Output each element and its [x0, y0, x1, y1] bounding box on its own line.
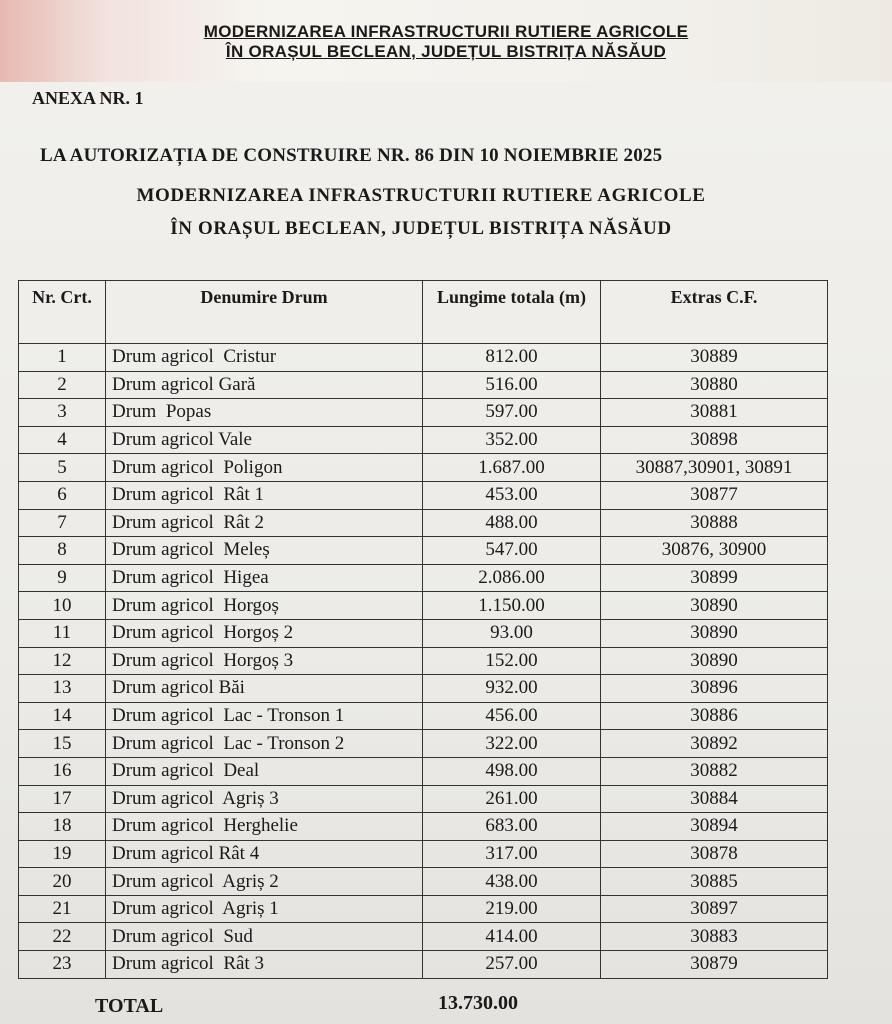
- banner-title-line2: ÎN ORAȘUL BECLEAN, JUDEȚUL BISTRIȚA NĂSĂUD: [225, 42, 667, 61]
- road-name: Drum agricol Rât 1: [106, 481, 423, 509]
- road-name: Drum agricol Horgoș 2: [106, 619, 423, 647]
- road-name: Drum agricol Meleș: [106, 537, 423, 565]
- road-length: 1.150.00: [423, 592, 601, 620]
- column-header-extras: Extras C.F.: [601, 281, 828, 344]
- cf-extract: 30882: [601, 757, 828, 785]
- road-length: 456.00: [423, 702, 601, 730]
- row-number: 8: [19, 537, 106, 565]
- row-number: 9: [19, 564, 106, 592]
- banner-title-line1: MODERNIZAREA INFRASTRUCTURII RUTIERE AGRICOLE: [203, 22, 689, 41]
- road-length: 453.00: [423, 481, 601, 509]
- authorization-heading: LA AUTORIZAȚIA DE CONSTRUIRE NR. 86 DIN 10 NOIEMBRIE 2025: [40, 145, 663, 166]
- row-number: 4: [19, 426, 106, 454]
- row-number: 16: [19, 757, 106, 785]
- road-name: Drum agricol Rât 2: [106, 509, 423, 537]
- table-row: [19, 564, 828, 592]
- cf-extract: 30883: [601, 923, 828, 951]
- cf-extract: 30878: [601, 840, 828, 868]
- road-name: Drum agricol Poligon: [106, 454, 423, 482]
- cf-extract: 30898: [601, 426, 828, 454]
- table-row: [19, 592, 828, 620]
- row-number: 15: [19, 730, 106, 758]
- road-length: 317.00: [423, 840, 601, 868]
- cf-extract: 30884: [601, 785, 828, 813]
- road-length: 257.00: [423, 951, 601, 979]
- cf-extract: 30888: [601, 509, 828, 537]
- column-header-lungime: Lungime totala (m): [423, 281, 601, 344]
- table-row: [19, 730, 828, 758]
- total-value: 13.730.00: [438, 992, 518, 1014]
- row-number: 19: [19, 840, 106, 868]
- road-name: Drum agricol Deal: [106, 757, 423, 785]
- table-row: [19, 757, 828, 785]
- column-header-denumire: Denumire Drum: [106, 281, 423, 344]
- table-row: [19, 840, 828, 868]
- cf-extract: 30890: [601, 647, 828, 675]
- table-row: [19, 702, 828, 730]
- cf-extract: 30890: [601, 592, 828, 620]
- total-label: TOTAL: [95, 995, 164, 1017]
- row-number: 11: [19, 619, 106, 647]
- road-length: 93.00: [423, 619, 601, 647]
- cf-extract: 30892: [601, 730, 828, 758]
- road-name: Drum agricol Cristur: [106, 344, 423, 372]
- row-number: 20: [19, 868, 106, 896]
- table-row: [19, 813, 828, 841]
- road-length: 2.086.00: [423, 564, 601, 592]
- road-name: Drum agricol Agriș 3: [106, 785, 423, 813]
- table-row: [19, 675, 828, 703]
- road-length: 683.00: [423, 813, 601, 841]
- document-banner: [0, 0, 892, 83]
- roads-table: [18, 280, 828, 979]
- road-name: Drum agricol Herghelie: [106, 813, 423, 841]
- annex-heading: ANEXA NR. 1: [32, 88, 144, 108]
- road-name: Drum Popas: [106, 399, 423, 427]
- table-row: [19, 399, 828, 427]
- table-header-row: [19, 281, 828, 344]
- road-name: Drum agricol Horgoș: [106, 592, 423, 620]
- road-name: Drum agricol Gară: [106, 371, 423, 399]
- row-number: 18: [19, 813, 106, 841]
- cf-extract: 30877: [601, 481, 828, 509]
- road-name: Drum agricol Lac - Tronson 1: [106, 702, 423, 730]
- table-row: [19, 344, 828, 372]
- cf-extract: 30890: [601, 619, 828, 647]
- road-length: 597.00: [423, 399, 601, 427]
- table-row: [19, 785, 828, 813]
- road-length: 261.00: [423, 785, 601, 813]
- road-name: Drum agricol Horgoș 3: [106, 647, 423, 675]
- road-name: Drum agricol Sud: [106, 923, 423, 951]
- road-length: 812.00: [423, 344, 601, 372]
- column-header-nr: Nr. Crt.: [19, 281, 106, 344]
- road-name: Drum agricol Vale: [106, 426, 423, 454]
- project-title-line2: ÎN ORAȘUL BECLEAN, JUDEȚUL BISTRIȚA NĂSĂUD: [170, 218, 672, 239]
- road-length: 352.00: [423, 426, 601, 454]
- road-length: 498.00: [423, 757, 601, 785]
- row-number: 7: [19, 509, 106, 537]
- row-number: 23: [19, 951, 106, 979]
- table-row: [19, 951, 828, 979]
- table-row: [19, 454, 828, 482]
- road-name: Drum agricol Agriș 1: [106, 895, 423, 923]
- road-length: 219.00: [423, 895, 601, 923]
- row-number: 5: [19, 454, 106, 482]
- row-number: 22: [19, 923, 106, 951]
- cf-extract: 30887,30901, 30891: [601, 454, 828, 482]
- cf-extract: 30896: [601, 675, 828, 703]
- cf-extract: 30894: [601, 813, 828, 841]
- cf-extract: 30886: [601, 702, 828, 730]
- table-row: [19, 481, 828, 509]
- row-number: 6: [19, 481, 106, 509]
- road-length: 322.00: [423, 730, 601, 758]
- cf-extract: 30876, 30900: [601, 537, 828, 565]
- cf-extract: 30885: [601, 868, 828, 896]
- road-name: Drum agricol Rât 4: [106, 840, 423, 868]
- table-row: [19, 895, 828, 923]
- road-name: Drum agricol Agriș 2: [106, 868, 423, 896]
- road-name: Drum agricol Lac - Tronson 2: [106, 730, 423, 758]
- cf-extract: 30899: [601, 564, 828, 592]
- road-length: 414.00: [423, 923, 601, 951]
- row-number: 12: [19, 647, 106, 675]
- road-name: Drum agricol Higea: [106, 564, 423, 592]
- cf-extract: 30897: [601, 895, 828, 923]
- row-number: 13: [19, 675, 106, 703]
- table-row: [19, 923, 828, 951]
- project-title-line1: MODERNIZAREA INFRASTRUCTURII RUTIERE AGRICOLE: [136, 185, 706, 206]
- road-name: Drum agricol Băi: [106, 675, 423, 703]
- row-number: 1: [19, 344, 106, 372]
- cf-extract: 30879: [601, 951, 828, 979]
- table-row: [19, 537, 828, 565]
- road-length: 547.00: [423, 537, 601, 565]
- cf-extract: 30880: [601, 371, 828, 399]
- table-row: [19, 868, 828, 896]
- row-number: 17: [19, 785, 106, 813]
- road-length: 516.00: [423, 371, 601, 399]
- table-row: [19, 619, 828, 647]
- table-row: [19, 426, 828, 454]
- table-row: [19, 509, 828, 537]
- table-row: [19, 371, 828, 399]
- row-number: 21: [19, 895, 106, 923]
- table-row: [19, 647, 828, 675]
- road-length: 488.00: [423, 509, 601, 537]
- row-number: 3: [19, 399, 106, 427]
- road-length: 438.00: [423, 868, 601, 896]
- road-length: 152.00: [423, 647, 601, 675]
- road-name: Drum agricol Rât 3: [106, 951, 423, 979]
- cf-extract: 30889: [601, 344, 828, 372]
- row-number: 14: [19, 702, 106, 730]
- cf-extract: 30881: [601, 399, 828, 427]
- row-number: 2: [19, 371, 106, 399]
- row-number: 10: [19, 592, 106, 620]
- road-length: 932.00: [423, 675, 601, 703]
- road-length: 1.687.00: [423, 454, 601, 482]
